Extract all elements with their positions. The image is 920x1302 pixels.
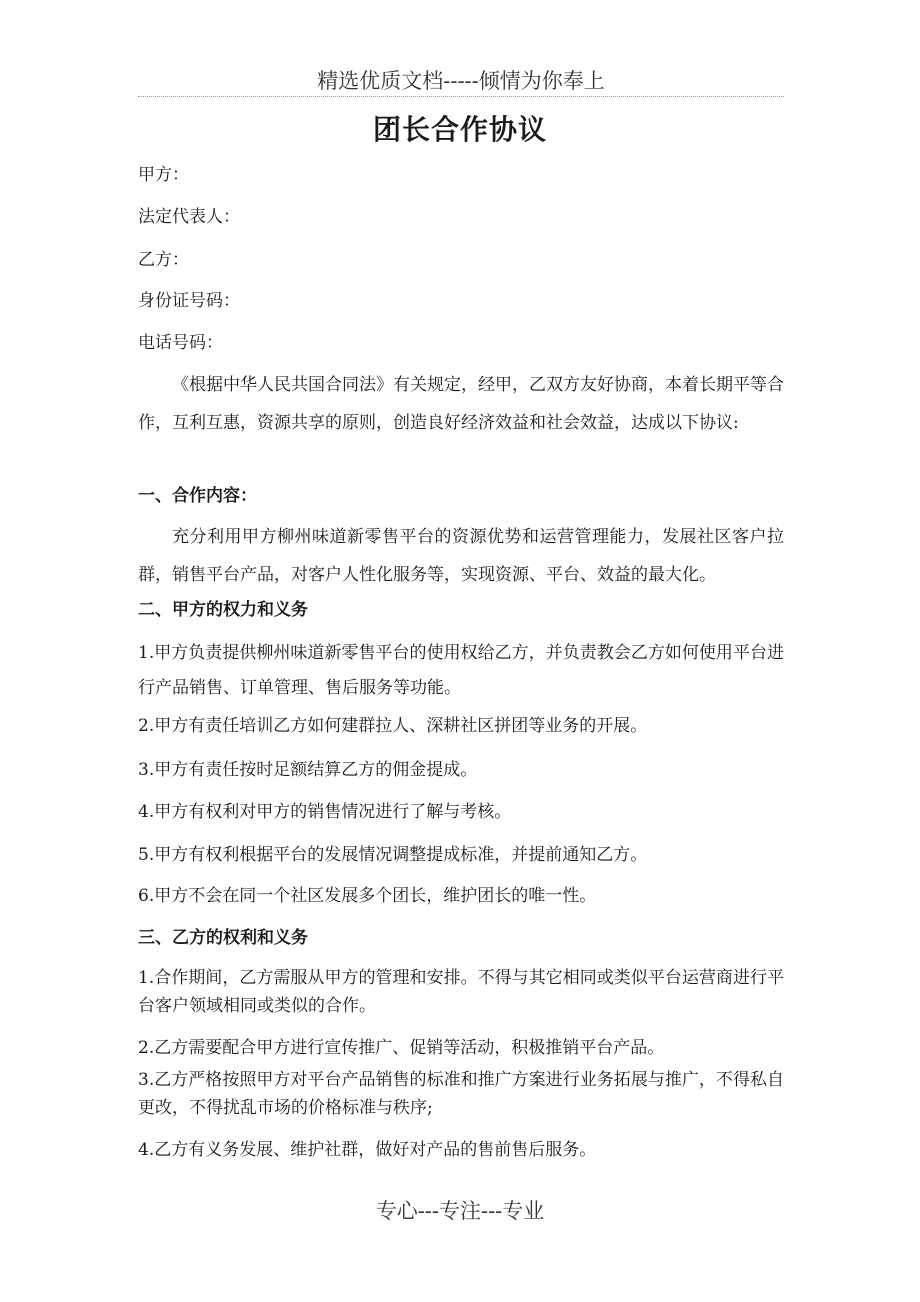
intro-paragraph: 《根据中华人民共国合同法》有关规定，经甲，乙双方友好协商，本着长期平等合作，互利互惠，资源共享的原则，创造良好经济效益和社会效益，达成以下协议: (138, 375, 784, 433)
field-id-number: 身份证号码： (138, 291, 240, 311)
field-party-a: 甲方： (138, 165, 189, 185)
page-header: 精选优质文档-----倾情为你奉上 (138, 66, 784, 97)
section3-item-3: 3.乙方严格按照甲方对平台产品销售的标准和推广方案进行业务拓展与推广，不得私自更改，不得扰乱市场的价格标准与秩序; (138, 1070, 784, 1118)
section1-body: 充分利用甲方柳州味道新零售平台的资源优势和运营管理能力，发展社区客户拉群，销售平台产品，对客户人性化服务等，实现资源、平台、效益的最大化。 (138, 527, 784, 585)
page-footer: 专心---专注---专业 (375, 1199, 545, 1223)
section2-item-6: 6.甲方不会在同一个社区发展多个团长，维护团长的唯一性。 (138, 886, 597, 906)
section2-item-2: 2.甲方有责任培训乙方如何建群拉人、深耕社区拼团等业务的开展。 (138, 716, 648, 736)
section2-item-4: 4.甲方有权利对甲方的销售情况进行了解与考核。 (138, 802, 512, 822)
field-legal-representative: 法定代表人： (138, 207, 240, 227)
section2-item-3: 3.甲方有责任按时足额结算乙方的佣金提成。 (138, 760, 478, 780)
field-phone-number: 电话号码： (138, 333, 223, 353)
section1-heading: 一、合作内容： (138, 486, 257, 506)
section3-heading: 三、乙方的权利和义务 (138, 928, 308, 948)
document-title: 团长合作协议 (372, 113, 547, 146)
section2-heading: 二、甲方的权力和义务 (138, 600, 308, 620)
section3-item-4: 4.乙方有义务发展、维护社群，做好对产品的售前售后服务。 (138, 1140, 597, 1160)
field-party-b: 乙方： (138, 250, 189, 270)
section3-item-2: 2.乙方需要配合甲方进行宣传推广、促销等活动，积极推销平台产品。 (138, 1038, 665, 1058)
section3-item-1: 1.合作期间，乙方需服从甲方的管理和安排。不得与其它相同或类似平台运营商进行平台客户领域相同或类似的合作。 (138, 968, 784, 1016)
section2-item-5: 5.甲方有权利根据平台的发展情况调整提成标准，并提前通知乙方。 (138, 845, 648, 865)
section2-item-1: 1.甲方负责提供柳州味道新零售平台的使用权给乙方，并负责教会乙方如何使用平台进行产品销售、订单管理、售后服务等功能。 (138, 643, 784, 698)
